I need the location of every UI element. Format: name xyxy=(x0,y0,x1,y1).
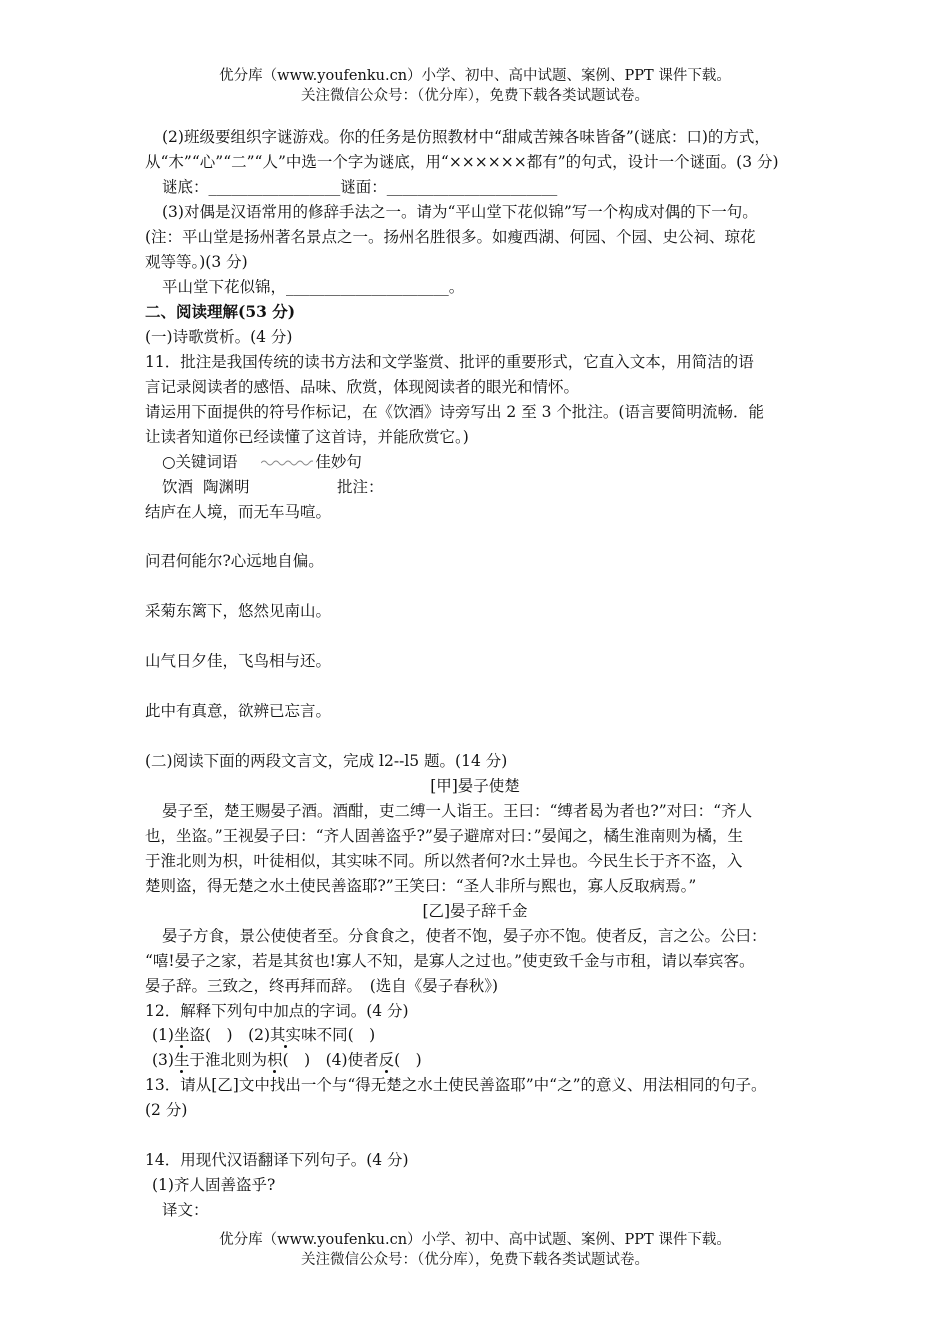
q14-translation-label: 译文： xyxy=(162,1201,209,1219)
poem-author: 陶渊明 xyxy=(203,478,250,496)
dotted-word: 反 xyxy=(378,1051,395,1069)
q11-line-4: 让读者知道你已经读懂了这首诗，并能欣赏它。) xyxy=(145,428,469,446)
footer-line-1: 优分库（www.youfenku.cn）小学、初中、高中试题、案例、PPT 课件下载。 xyxy=(219,1232,731,1248)
poem-line: 结庐在人境，而无车马喧。 xyxy=(145,503,332,521)
passage-jia-title: [甲]晏子使楚 xyxy=(430,777,520,795)
dotted-word: 其实 xyxy=(270,1026,302,1044)
poem-line: 山气日夕佳，飞鸟相与还。 xyxy=(145,652,332,670)
q13-line-2: (2 分) xyxy=(145,1101,188,1119)
poem-title: 饮酒 xyxy=(162,478,194,496)
q12-item-3-middle: 于淮北则为 xyxy=(189,1051,267,1069)
wavy-underline-icon xyxy=(261,459,313,467)
passage-jia-line-4: 楚则盗，得无楚之水土使民善盗耶?”王笑曰：“圣人非所与熙也，寡人反取病焉。” xyxy=(145,877,697,895)
q10-part2-answer-line: 谜底：_________________谜面：______________________ xyxy=(162,178,558,196)
passage-jia-line-1: 晏子至，楚王赐晏子酒。酒酣，吏二缚一人诣王。王曰：“缚者曷为者也?”对曰：“齐人 xyxy=(162,802,753,820)
q11-line-1: 11．批注是我国传统的读书方法和文学鉴赏、批评的重要形式，它直入文本，用简洁的语 xyxy=(145,353,754,371)
q10-part3-line-2: (注：平山堂是扬州著名景点之一。扬州名胜很多。如瘦西湖、何园、个园、史公祠、琼花 xyxy=(145,228,756,246)
symbol-legend xyxy=(162,451,362,473)
dotted-word: 生 xyxy=(173,1051,190,1069)
q10-part3-line-1: (3)对偶是汉语常用的修辞手法之一。请为“平山堂下花似锦”写一个构成对偶的下一句。 xyxy=(162,203,758,221)
passage-yi-line-3: 晏子辞。三致之，终再拜而辞。 (选自《晏子春秋》) xyxy=(145,977,499,995)
q10-part2-line-1: (2)班级要组织字谜游戏。你的任务是仿照教材中“甜咸苦辣各味皆备”(谜底：口)的方式， xyxy=(162,128,770,146)
section-2-sub-1: (一)诗歌赏析。(4 分) xyxy=(145,328,293,346)
q10-part2-line-2: 从“木”“心”“二”“人”中选一个字为谜底，用“××××××都有”的句式，设计一个谜面。(3 分) xyxy=(145,153,779,171)
footer-line-2: 关注微信公众号：（优分库），免费下载各类试题试卷。 xyxy=(301,1252,649,1268)
q10-part3-line-3: 观等等。)(3 分) xyxy=(145,253,248,271)
header-line-2: 关注微信公众号：（优分库），免费下载各类试题试卷。 xyxy=(301,88,649,104)
dotted-word: 枳 xyxy=(267,1051,283,1069)
poem-line: 采菊东篱下，悠然见南山。 xyxy=(145,602,332,620)
q12-item-1-rest: 盗( ) (2) xyxy=(189,1026,271,1044)
q12-item-1-number: (1) xyxy=(152,1026,174,1044)
section-2-title: 二、阅读理解(53 分) xyxy=(145,302,296,321)
q14-sentence-1: (1)齐人固善盗乎? xyxy=(152,1176,276,1194)
q10-part3-answer-line: 平山堂下花似锦，_____________________。 xyxy=(162,278,465,296)
q12-item-2-rest: 味不同( ) xyxy=(301,1026,376,1044)
q13-line-1: 13．请从[乙]文中找出一个与“得无楚之水土使民善盗耶”中“之”的意义、用法相同的句子。 xyxy=(145,1076,767,1094)
passage-jia-line-3: 于淮北则为枳，叶徒相似，其实味不同。所以然者何?水土异也。今民生长于齐不盗，入 xyxy=(145,852,743,870)
q12-stem: 12．解释下列句中加点的字词。(4 分) xyxy=(145,1002,409,1020)
legend-fine-sentence: 佳妙句 xyxy=(315,453,362,471)
header-line-1: 优分库（www.youfenku.cn）小学、初中、高中试题、案例、PPT 课件下载。 xyxy=(219,68,731,84)
poem-line: 问君何能尔?心远地自偏。 xyxy=(145,552,324,570)
passage-jia-line-2: 也，坐盗。”王视晏子曰：“齐人固善盗乎?”晏子避席对曰：”晏闻之，橘生淮南则为橘，生 xyxy=(145,827,744,845)
q12-item-3-number: (3) xyxy=(152,1051,174,1069)
q12-items-row-2 xyxy=(152,1049,422,1071)
q11-line-2: 言记录阅读者的感悟、品味、欣赏，体现阅读者的眼光和情怀。 xyxy=(145,378,580,396)
q11-line-3: 请运用下面提供的符号作标记，在《饮酒》诗旁写出 2 至 3 个批注。(语言要简明流畅．能 xyxy=(145,403,764,421)
annotation-label: 批注： xyxy=(337,478,384,496)
classical-intro: (二)阅读下面的两段文言文，完成 l2--l5 题。(14 分) xyxy=(145,752,508,770)
legend-key-words: ○关键词语 xyxy=(162,453,238,471)
q12-item-3-rest: ( ) (4)使者 xyxy=(282,1051,379,1069)
q14-stem: 14．用现代汉语翻译下列句子。(4 分) xyxy=(145,1151,409,1169)
poem-line: 此中有真意，欲辨已忘言。 xyxy=(145,702,332,720)
q12-items-row-1 xyxy=(152,1024,375,1046)
q12-item-4-rest: ( ) xyxy=(394,1051,422,1069)
passage-yi-line-1: 晏子方食，景公使使者至。分食食之，使者不饱，晏子亦不饱。使者反，言之公。公曰： xyxy=(162,927,767,945)
dotted-word: 坐 xyxy=(173,1026,190,1044)
passage-yi-title: [乙]晏子辞千金 xyxy=(422,902,528,920)
passage-yi-line-2: “嘻!晏子之家，若是其贫也!寡人不知，是寡人之过也。”使吏致千金与市租，请以奉宾客。 xyxy=(145,952,755,970)
